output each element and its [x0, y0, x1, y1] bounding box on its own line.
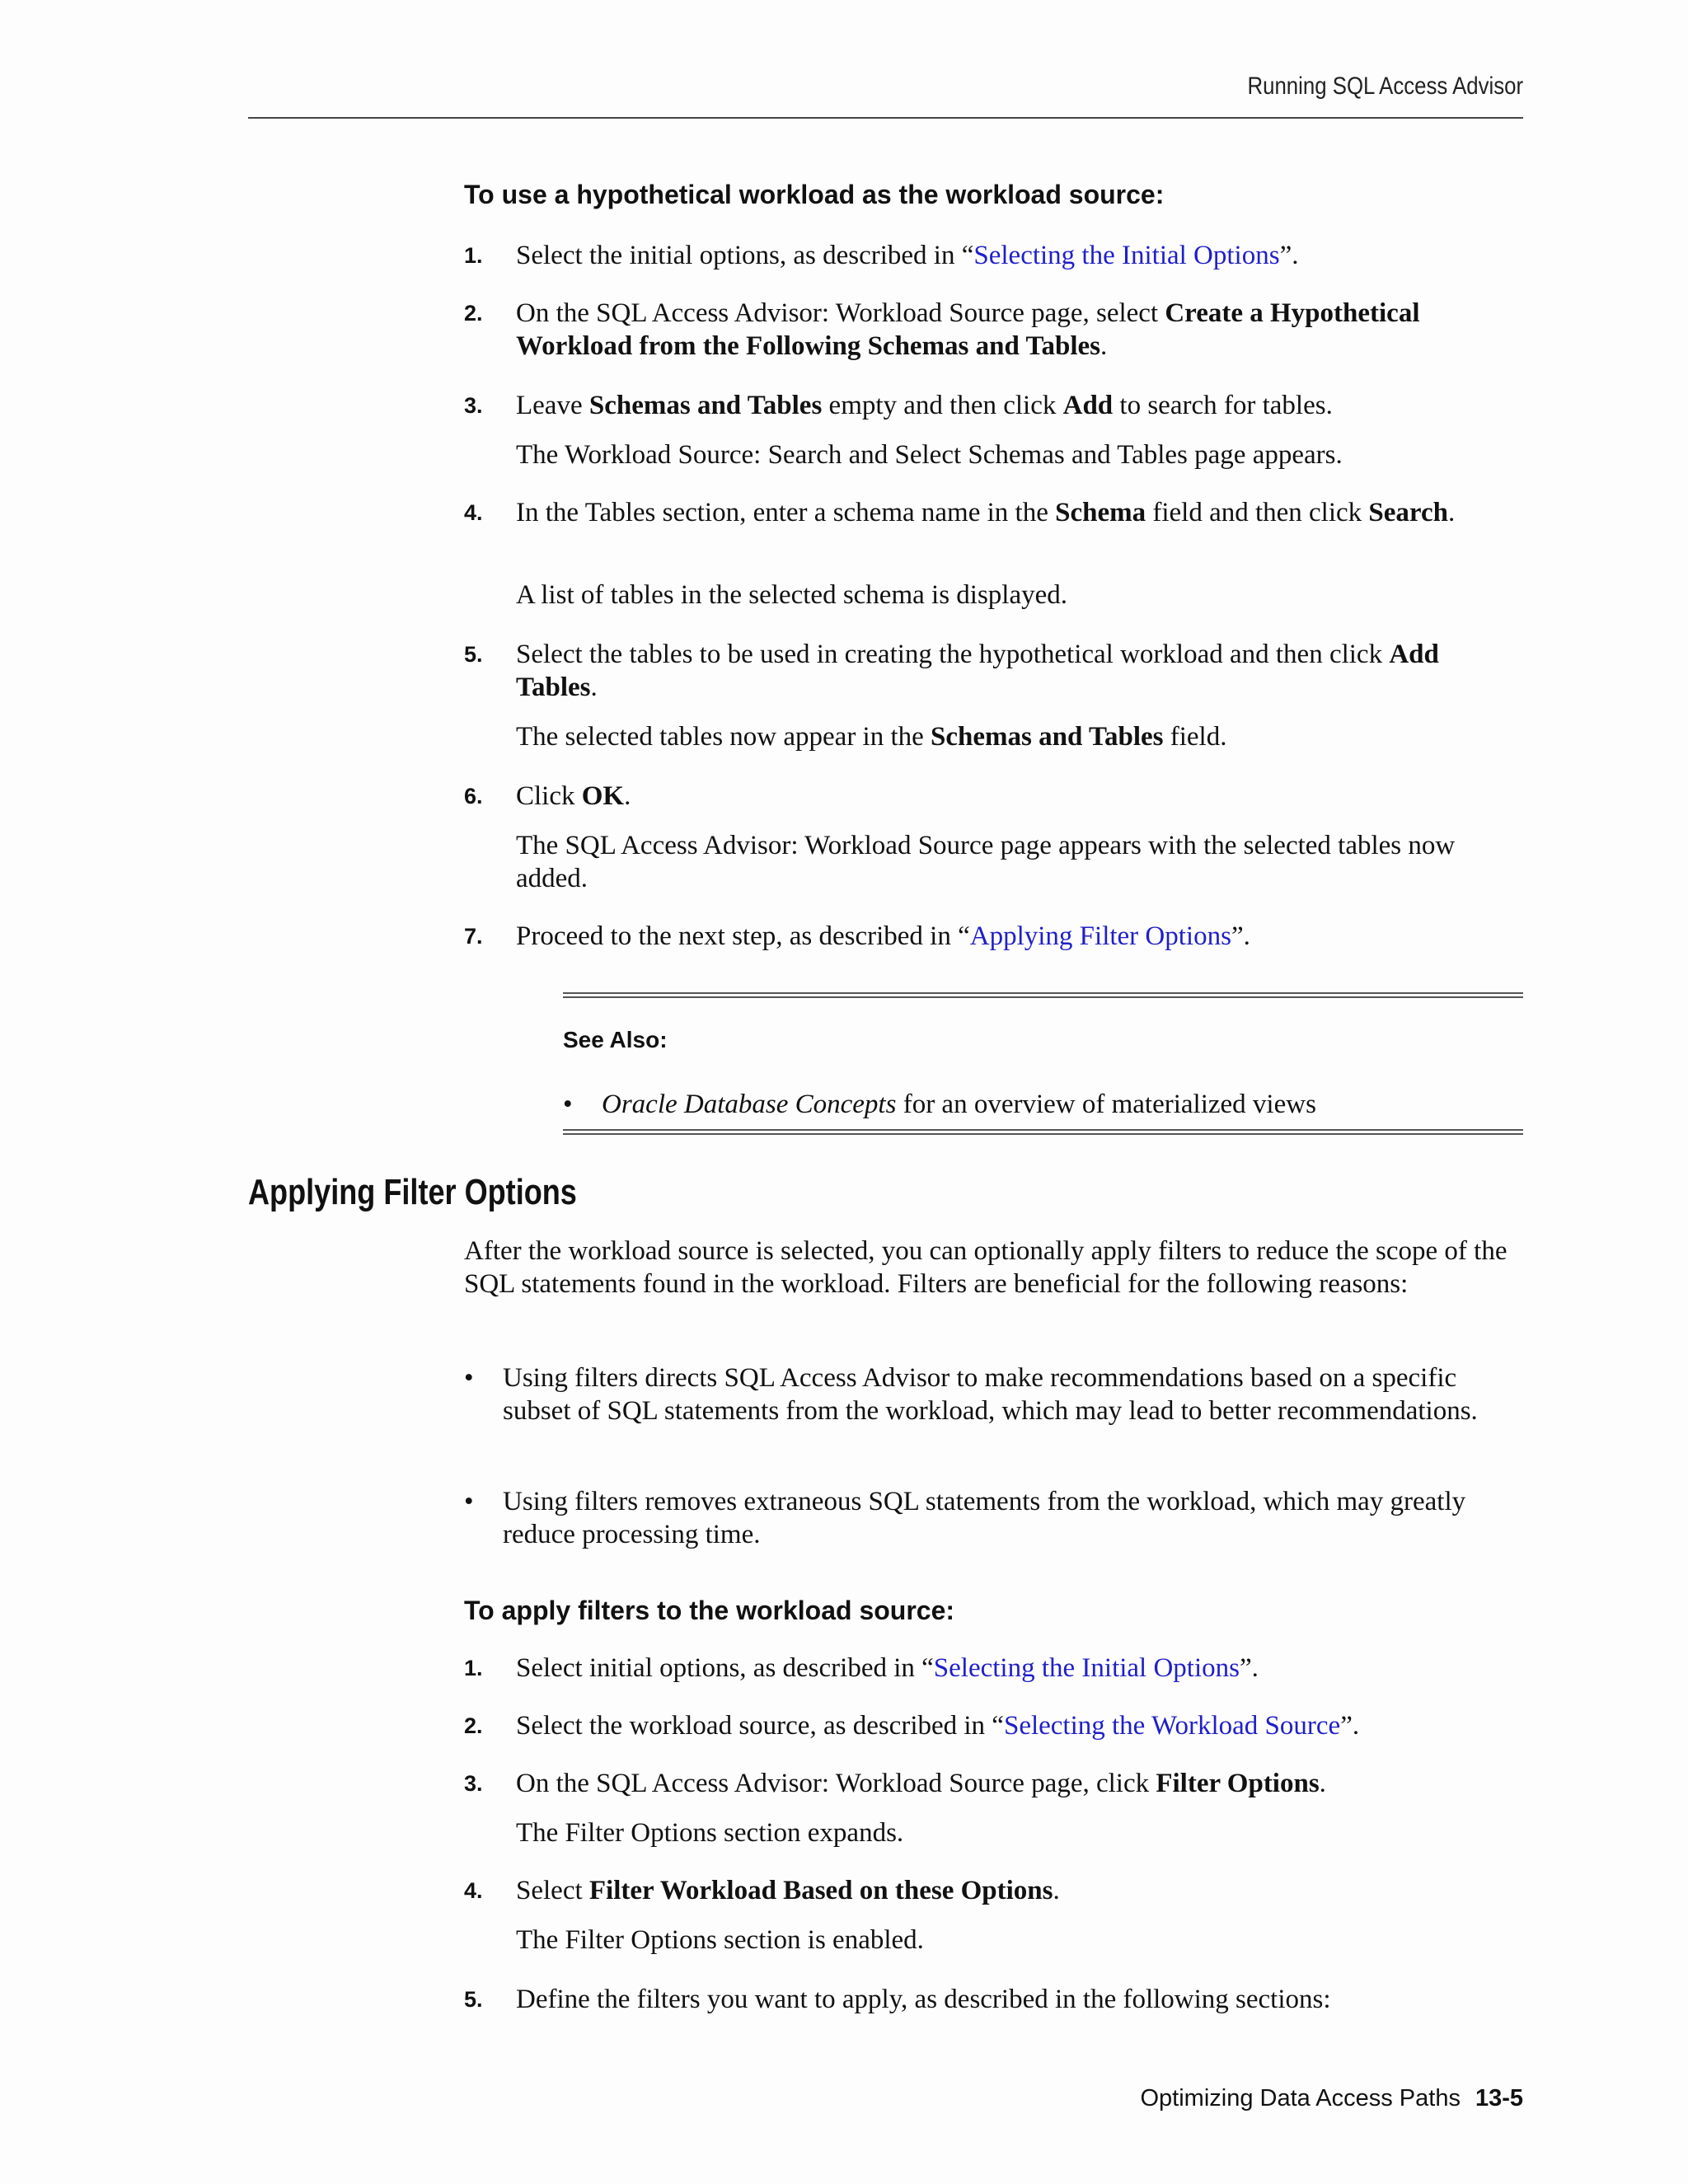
step-number: 5.	[464, 642, 483, 667]
step-4-result: A list of tables in the selected schema is displayed.	[516, 580, 1068, 610]
step-number: 7.	[464, 924, 483, 949]
see-also-box: See Also: • Oracle Database Concepts for an overview of materialized views	[563, 992, 1523, 1141]
step-number: 2.	[464, 301, 483, 326]
step-number: 4.	[464, 500, 483, 525]
see-also-top-rule	[563, 992, 1523, 998]
running-header: Running SQL Access Advisor	[1247, 73, 1523, 100]
see-also-title: See Also:	[563, 1027, 668, 1052]
step-5-result: The selected tables now appear in the Schemas and Tables field.	[516, 722, 1227, 752]
step-number: 1.	[464, 243, 483, 268]
section-title: Applying Filter Options	[248, 1172, 577, 1212]
filter-step-3-result: The Filter Options section expands.	[516, 1818, 904, 1848]
link-selecting-initial-options[interactable]: Selecting the Initial Options	[933, 1653, 1240, 1683]
step-number: 3.	[464, 1771, 483, 1796]
step-number: 3.	[464, 393, 483, 418]
page-footer	[1141, 2085, 1524, 2112]
step-6-result: The SQL Access Advisor: Workload Source page appears with the selected tables now added.	[516, 831, 1456, 893]
see-also-bottom-rule	[563, 1129, 1523, 1135]
bullet: •	[464, 1363, 474, 1393]
bullet: •	[464, 1487, 474, 1516]
section-intro: After the workload source is selected, you can optionally apply filters to reduce the scope of the SQL statements found in the workload. Filters are beneficial for the following reasons:	[464, 1236, 1507, 1299]
link-selecting-initial-options[interactable]: Selecting the Initial Options	[973, 241, 1280, 270]
procedure-title: To use a hypothetical workload as the workload source:	[464, 180, 1165, 209]
step-number: 4.	[464, 1878, 483, 1903]
link-selecting-workload-source[interactable]: Selecting the Workload Source	[1003, 1711, 1341, 1741]
step-number: 1.	[464, 1656, 483, 1680]
book-title: Oracle Database Concepts	[602, 1090, 897, 1119]
step-number: 2.	[464, 1713, 483, 1738]
link-applying-filter-options[interactable]: Applying Filter Options	[969, 921, 1231, 951]
filter-step-4-result: The Filter Options section is enabled.	[516, 1925, 924, 1955]
bullet: •	[563, 1090, 573, 1119]
page-number: 13-5	[1475, 2085, 1523, 2111]
step-number: 6.	[464, 784, 483, 808]
header-rule	[248, 117, 1523, 119]
procedure-title: To apply filters to the workload source:	[464, 1596, 955, 1625]
step-3-result: The Workload Source: Search and Select Schemas and Tables page appears.	[516, 440, 1343, 470]
step-number: 5.	[464, 1987, 483, 2012]
footer-title: Optimizing Data Access Paths	[1140, 2085, 1461, 2111]
document-page: Running SQL Access Advisor To use a hypothetical workload as the workload source: 1. Select the initial options, as described in “Selecting the Initial Options”. 2. On the SQL Access Advisor: Workload Source page, select Create a Hypothetical Workload from the Following Schemas and Tables. 3. Leave Schemas and Tables empty and then click Add to search for tables. The Workload Source: Search and Select Schemas and Tables page appears. 4. In the Tables section, enter a schema name in the Schema field and then click Search. A list of tables in the selected schema is displayed. 5. Select the tables to be used in creating the hypothetical workload and then click Add Tables. The selected tables now appear in the Schemas and Tables field. 6. Click OK. The SQL Access Advisor: Workload Source page appears with the selected tables now added. 7. Proceed to the next step, as described in “Applying Filter Options”. See Also: • Oracle Database Concepts for an overview of materialized views Applying Filter Options After the workload source is selected, you can optionally apply filters to reduce the scope of the SQL statements found in the workload. Filters are beneficial for the following reasons: • Using filters directs SQL Access Advisor to make recommendations based on a specific subset of SQL statements from the workload, which may lead to better recommendations. • Using filters removes extraneous SQL statements from the workload, which may greatly reduce processing time. To apply filters to the workload source: 1. Select initial options, as described in “Selecting the Initial Options”. 2. Select the workload source, as described in “Selecting the Workload Source”. 3. On the SQL Access Advisor: Workload Source page, click Filter Options. The Filter Options section expands. 4. Select Filter Workload Based on these Options. The Filter Options section is enabled. 5. Define the filters you want to apply, as described in the following sections: Optimizing Data Access Paths 13-5	[248, 73, 1523, 2111]
